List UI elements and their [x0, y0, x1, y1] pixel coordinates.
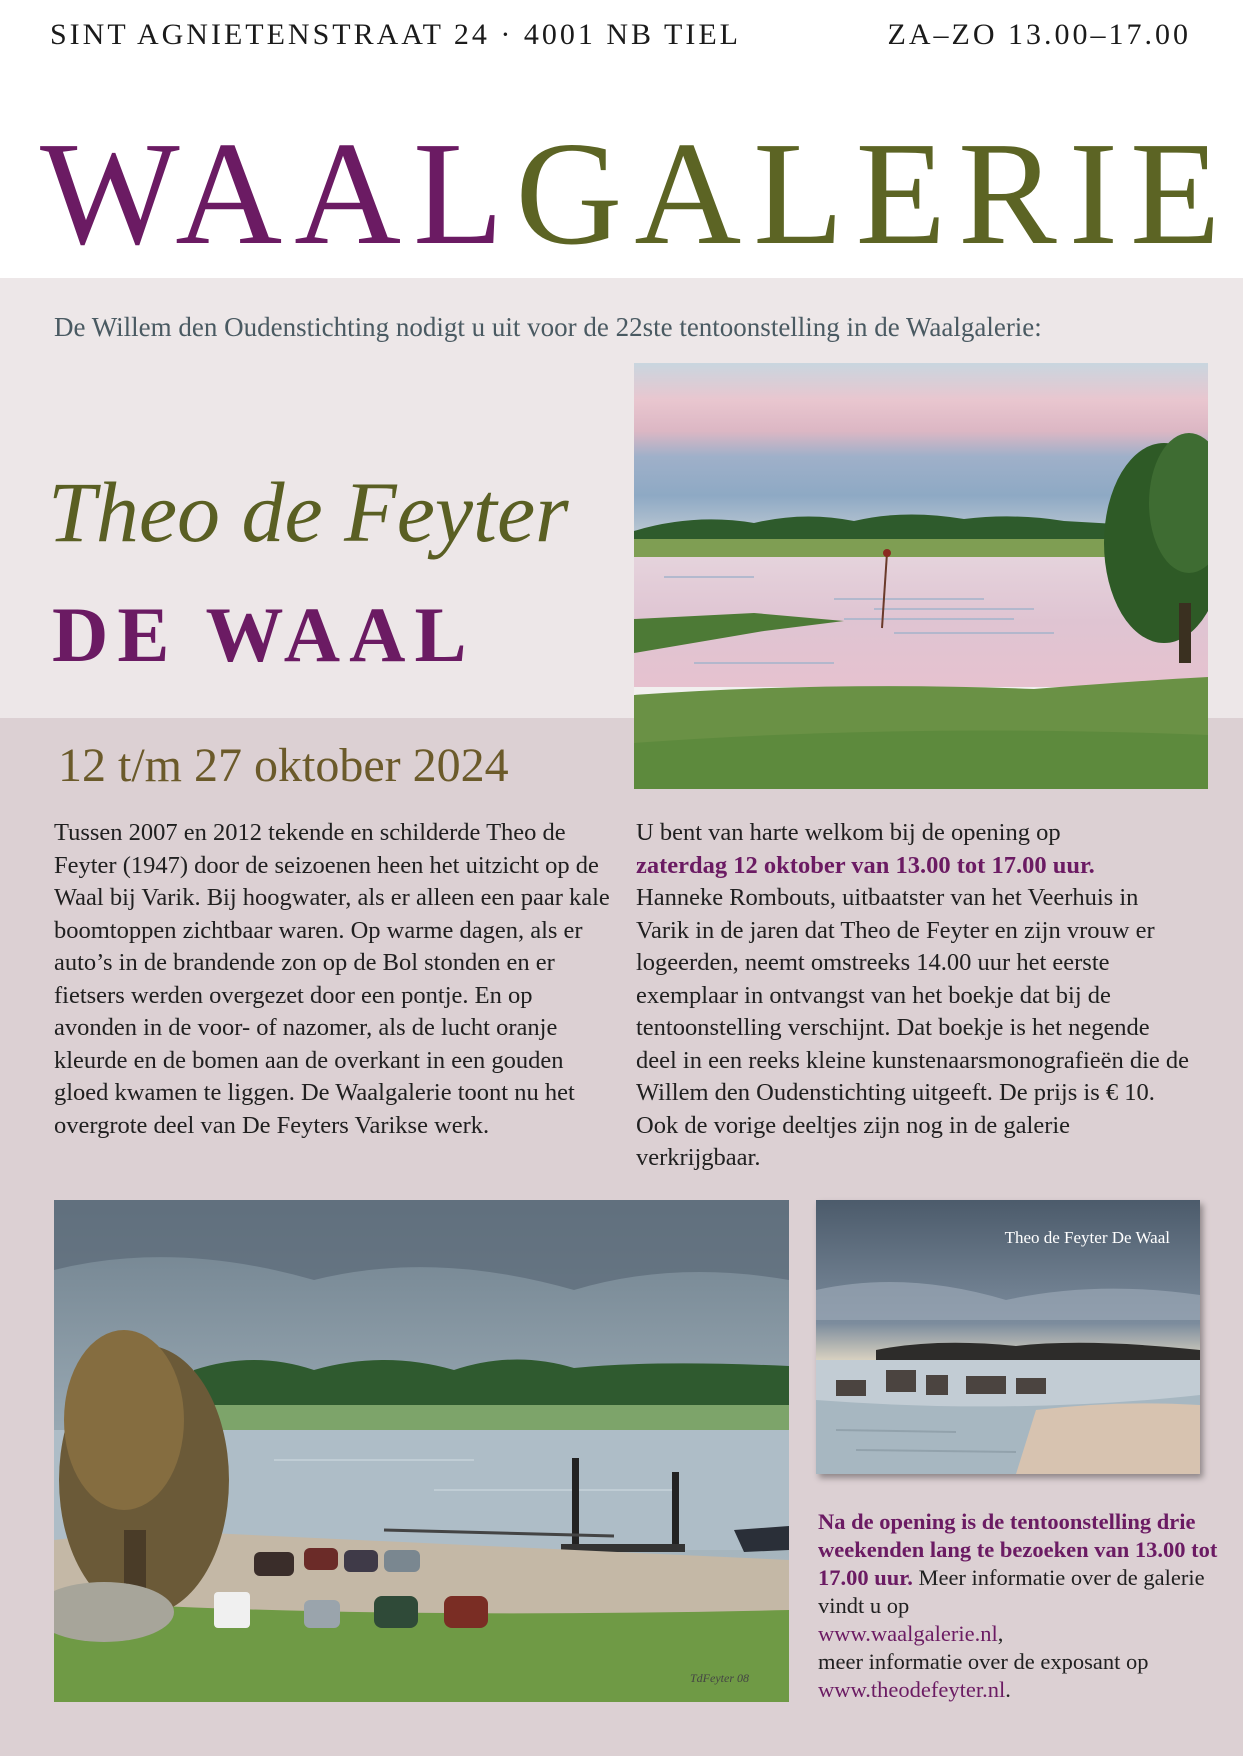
opening-hours: ZA–ZO 13.00–17.00 [887, 18, 1191, 51]
gallery-website-link[interactable]: www.waalgalerie.nl [818, 1621, 998, 1646]
invitation-line: De Willem den Oudenstichting nodigt u uit voor de 22ste tentoonstelling in de Waalgalerie: [54, 312, 1042, 342]
description-column [54, 817, 614, 1142]
gallery-address: SINT AGNIETENSTRAAT 24 · 4001 NB TIEL [50, 18, 741, 51]
book-cover-title: Theo de Feyter De Waal [1004, 1228, 1170, 1247]
visit-highlight: Na de opening is de tentoonstelling drie weekenden lang te bezoeken van 13.00 tot 17.00 uur. [818, 1509, 1218, 1590]
exhibition-dates: 12 t/m 27 oktober 2024 [58, 739, 509, 792]
visit-info-line2: meer informatie over de exposant op [818, 1649, 1149, 1674]
visit-info: Na de opening is de tentoonstelling drie weekenden lang te bezoeken van 13.00 tot 17.00 uur. Meer informatie over de galerie vindt u op www.waalgalerie.nl, meer informatie over de exposant op www.theodefeyter.nl. [818, 1509, 1218, 1702]
gallery-masthead [40, 112, 1233, 276]
painting-river-cars [54, 1200, 789, 1702]
opening-body: Hanneke Rombouts, uitbaatster van het Veerhuis in Varik in de jaren dat Theo de Feyter en zijn vrouw er logeerden, neemt omstreeks 14.00 uur het eerste exemplaar in ontvangst van het boekje dat bij de tentoonstelling verschijnt. Dat boekje is het negende deel in een reeks kleine kunstenaarsmonografieën die de Willem den Oudenstichting uitgeeft. De prijs is € 10. Ook de vorige deeltjes zijn nog in de galerie verkrijgbaar. [636, 884, 1190, 1171]
visit-info-line1: Meer informatie over de galerie vindt u op [818, 1565, 1205, 1618]
artist-website-link[interactable]: www.theodefeyter.nl [818, 1677, 1006, 1702]
opening-column [636, 817, 1196, 1175]
book-cover [816, 1200, 1200, 1474]
painting-signature: TdFeyter 08 [690, 1671, 749, 1685]
header-area [0, 0, 1243, 278]
exhibition-title: DE WAAL [52, 591, 476, 678]
masthead-waal: WAAL [40, 112, 516, 276]
opening-date: zaterdag 12 oktober van 13.00 tot 17.00 uur. [636, 851, 1095, 879]
painting-river-evening [634, 363, 1208, 789]
opening-intro: U bent van harte welkom bij de opening op [636, 819, 1061, 846]
masthead-galerie: GALERIE [515, 112, 1233, 276]
description-text: Tussen 2007 en 2012 tekende en schilderde Theo de Feyter (1947) door de seizoenen heen het uitzicht op de Waal bij Varik. Bij hoogwater, als er alleen een paar kale boomtoppen zichtbaar waren. Op warme dagen, als er auto’s in de brandende zon op de Bol stonden en er fietsers werden overgezet door een pontje. En op avonden in de voor- of nazomer, als de lucht oranje kleurde en de bomen aan de overkant in een gouden gloed kwamen te liggen. De Waalgalerie toont nu het overgrote deel van De Feyters Varikse werk. [54, 819, 610, 1139]
artist-name: Theo de Feyter [48, 464, 569, 560]
